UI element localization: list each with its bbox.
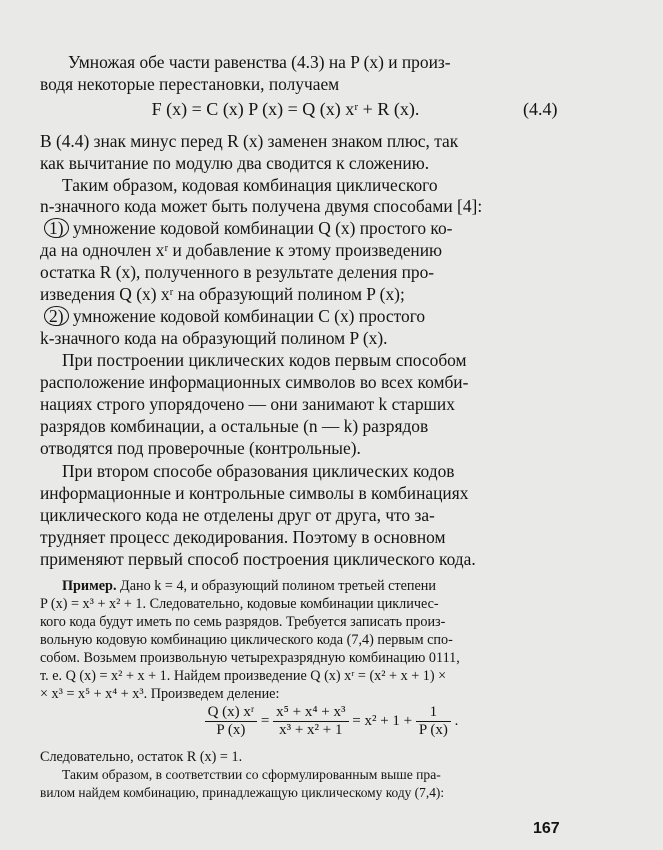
equation-number: (4.4) [523,99,558,119]
example-line: вилом найдем комбинацию, принадлежащую циклическому коду (7,4): [40,785,445,800]
fraction-denominator: P (x) [216,722,246,738]
text-line: применяют первый способ построения циклического кода. [40,549,476,569]
text-line: k-значного кода на образующий полином P (x). [40,328,388,348]
fraction-denominator: P (x) [418,722,448,738]
example-line: т. е. Q (x) = x² + x + 1. Найдем произведение Q (x) xʳ = (x² + x + 1) × [40,668,447,684]
example-line: собом. Возьмем произвольную четырехразрядную комбинацию 0111, [40,650,460,666]
example-line [62,577,436,595]
list-item-1 [44,218,452,238]
fraction-numerator: x⁵ + x⁴ + x³ [273,704,348,722]
text-line: информационные и контрольные символы в комбинациях [40,483,469,503]
fraction-denominator: x³ + x² + 1 [279,722,343,738]
text-line: расположение информационных символов во всех комби- [40,372,469,392]
fraction [273,704,348,739]
example-line: P (x) = x³ + x² + 1. Следовательно, кодовые комбинации цикличес- [40,596,439,612]
text-line: В (4.4) знак минус перед R (x) заменен знаком плюс, так [40,131,459,151]
example-line: кого кода будут иметь по семь разрядов. Требуется записать произ- [40,614,446,630]
text-line: циклического кода не отделены друг от друга, что за- [40,505,435,525]
example-line: Таким образом, в соответствии со сформулированным выше пра- [62,767,441,782]
text-line: При построении циклических кодов первым способом [62,350,467,370]
text-line: разрядов комбинации, а остальные (n — k) разрядов [40,416,429,436]
text-line: да на одночлен xʳ и добавление к этому произведению [40,240,443,260]
example-line: Следовательно, остаток R (x) = 1. [40,749,243,765]
text-line: При втором способе образования циклических кодов [62,461,455,481]
text-line: остатка R (x), полученного в результате деления про- [40,262,435,282]
example-line: вольную кодовую комбинацию циклического кода (7,4) первым спо- [40,632,453,648]
division-formula [0,704,663,739]
fraction [205,704,258,739]
list-item-text: умножение кодовой комбинации Q (x) простого ко- [72,218,453,238]
text-line: как вычитание по модулю два сводится к сложению. [40,153,430,173]
list-item-text: умножение кодовой комбинации C (x) простого [72,306,426,326]
fraction [416,704,451,739]
page-number: 167 [533,820,560,837]
text-line: n-значного кода может быть получена двумя способами [4]: [40,196,483,216]
text-line: нациях строго упорядочено — они занимают k старших [40,394,455,414]
formula-middle: = x² + 1 + [352,712,413,729]
example-label: Пример. [62,578,117,594]
equals-sign: = [260,712,270,729]
text-line: Умножая обе части равенства (4.3) на P (x) и произ- [68,52,451,72]
formula-end: . [454,712,459,729]
text-line: трудняет процесс декодирования. Поэтому в основном [40,527,446,547]
example-text: Дано k = 4, и образующий полином третьей степени [120,578,436,594]
example-line: × x³ = x⁵ + x⁴ + x³. Произведем деление: [40,686,280,702]
equation-4-4: F (x) = C (x) P (x) = Q (x) xʳ + R (x). [151,99,420,119]
text-line: изведения Q (x) xʳ на образующий полином P (x); [40,284,405,304]
list-item-2 [44,306,425,326]
circled-number: 1) [44,218,69,238]
text-line: водя некоторые перестановки, получаем [40,74,340,94]
fraction-numerator: 1 [416,704,451,722]
fraction-numerator: Q (x) xʳ [205,704,258,722]
text-line: отводятся под проверочные (контрольные). [40,438,361,458]
text-line: Таким образом, кодовая комбинация циклического [62,175,438,195]
circled-number: 2) [44,306,69,326]
